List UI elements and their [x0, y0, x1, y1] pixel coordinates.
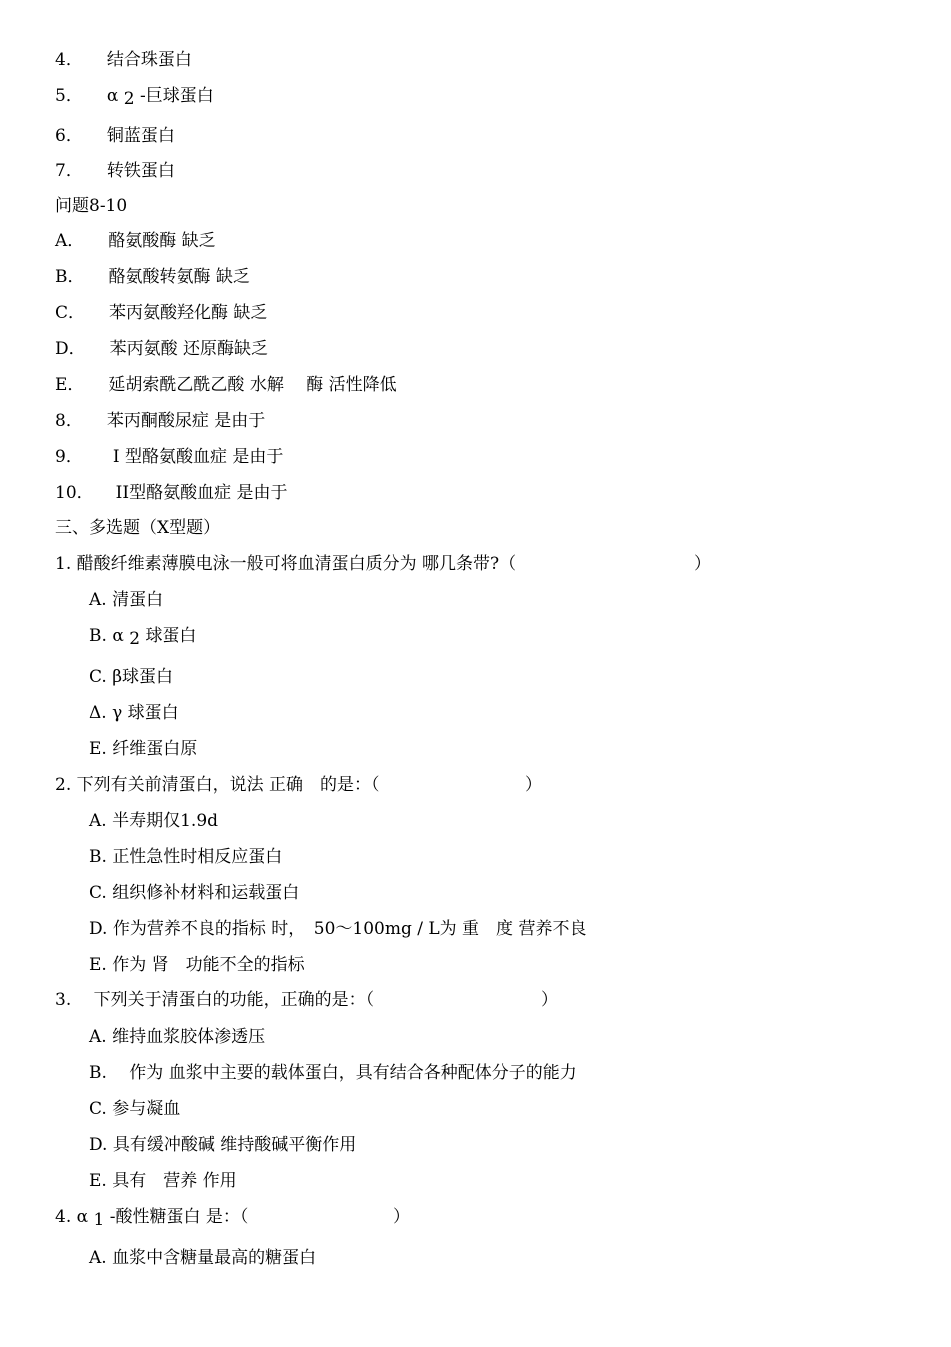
question-number: 8． — [55, 411, 83, 431]
option-text: 具有缓冲酸碱 维持酸碱平衡作用 — [112, 1135, 357, 1155]
q2-option-b — [89, 846, 282, 868]
group-option-a — [55, 230, 216, 252]
question-number: 9． — [55, 447, 83, 467]
option-text: 酪氨酸酶 缺乏 — [108, 231, 216, 251]
option-letter: C. — [89, 883, 107, 903]
question-2-close-paren: ） — [525, 775, 542, 795]
option-text: 清蛋白 — [112, 590, 164, 610]
option-text: 作为 肾 功能不全的指标 — [112, 955, 305, 975]
question-1-close-paren: ） — [694, 554, 711, 574]
option-text: 具有 营养 作用 — [112, 1171, 237, 1191]
option-text: 球蛋白 — [145, 626, 197, 646]
option-text: 作为 血浆中主要的载体蛋白，具有结合各种配体分子的能力 — [112, 1063, 577, 1083]
group-question-9 — [55, 446, 283, 468]
question-number: 10． — [55, 483, 94, 503]
group-option-c — [55, 302, 267, 324]
option-letter: D. — [89, 919, 108, 939]
q1-option-a — [89, 589, 163, 611]
option-letter: B． — [55, 267, 85, 287]
question-text: II型酪氨酸血症 是由于 — [115, 483, 288, 503]
subscript: 2 — [123, 89, 135, 109]
question-4-stem — [55, 1206, 248, 1228]
q3-option-c — [89, 1098, 180, 1120]
question-3-stem — [55, 989, 374, 1011]
option-text: 结合珠蛋白 — [106, 50, 192, 70]
group-option-d — [55, 338, 268, 360]
question-4-close-paren: ） — [393, 1207, 410, 1227]
option-text: β球蛋白 — [112, 667, 174, 687]
option-text: 转铁蛋白 — [106, 161, 175, 181]
option-text: 参与凝血 — [112, 1099, 181, 1119]
option-text: 正性急性时相反应蛋白 — [112, 847, 283, 867]
question-text: Ⅰ 型酪氨酸血症 是由于 — [112, 447, 284, 467]
option-6 — [55, 125, 175, 147]
option-letter: C． — [55, 303, 86, 323]
option-letter: Δ. — [89, 703, 107, 723]
group-question-10 — [55, 482, 287, 504]
option-7 — [55, 160, 175, 182]
option-letter: B. — [89, 626, 107, 646]
option-number: 7． — [55, 161, 83, 181]
q1-option-c — [89, 666, 173, 688]
option-letter: A. — [89, 1248, 107, 1268]
option-text: 纤维蛋白原 — [112, 739, 198, 759]
option-text: γ 球蛋白 — [112, 703, 179, 723]
option-letter: C. — [89, 667, 107, 687]
option-letter: A. — [89, 590, 107, 610]
q1-option-d — [89, 702, 179, 724]
q2-option-c — [89, 882, 299, 904]
option-text: 铜蓝蛋白 — [106, 126, 175, 146]
q2-option-e — [89, 954, 305, 976]
option-letter: A. — [89, 1027, 107, 1047]
option-text: 维持血浆胶体渗透压 — [112, 1027, 266, 1047]
question-text: 1. 醋酸纤维素薄膜电泳一般可将血清蛋白质分为 哪几条带?（ — [55, 554, 517, 574]
option-text: 血浆中含糖量最高的糖蛋白 — [112, 1248, 317, 1268]
question-2-stem — [55, 774, 380, 796]
option-text: -巨球蛋白 — [139, 86, 214, 106]
q3-option-e — [89, 1170, 237, 1192]
option-5 — [55, 85, 214, 107]
option-text: 苯丙氨酸 还原酶缺乏 — [109, 339, 269, 359]
option-text: 作为营养不良的指标 时， 50～100mg / L为 重 度 营养不良 — [112, 919, 587, 939]
alpha-symbol: α — [112, 626, 124, 646]
option-letter: A． — [55, 231, 85, 251]
question-text: 3. 下列关于清蛋白的功能，正确的是：（ — [55, 990, 375, 1010]
q3-option-b — [89, 1062, 577, 1084]
group-question-8 — [55, 410, 265, 432]
question-text: 苯丙酮酸尿症 是由于 — [106, 411, 266, 431]
option-number: 6． — [55, 126, 83, 146]
option-letter: A. — [89, 811, 107, 831]
question-1-stem — [55, 553, 516, 575]
q1-option-e — [89, 738, 197, 760]
question-text: 2. 下列有关前清蛋白，说法 正确 的是：（ — [55, 775, 380, 795]
option-text: 苯丙氨酸羟化酶 缺乏 — [109, 303, 268, 323]
subscript: 1 — [93, 1210, 105, 1230]
option-letter: E． — [55, 375, 85, 395]
group-header: 问题8-10 — [55, 196, 128, 216]
option-letter: D. — [89, 1135, 108, 1155]
section-title: 三、多选题（X型题） — [55, 518, 221, 538]
option-letter: E. — [89, 739, 107, 759]
q3-option-a — [89, 1026, 265, 1048]
option-letter: D． — [55, 339, 86, 359]
q2-option-d — [89, 918, 586, 940]
q2-option-a — [89, 810, 218, 832]
option-letter: C. — [89, 1099, 107, 1119]
question-text: 4. α — [55, 1207, 89, 1227]
option-letter: E. — [89, 1171, 107, 1191]
option-text: 半寿期仅1.9d — [112, 811, 219, 831]
option-text: 延胡索酰乙酰乙酸 水解 酶 活性降低 — [108, 375, 397, 395]
question-3-close-paren: ） — [541, 990, 558, 1010]
option-number: 5． — [55, 86, 83, 106]
option-4 — [55, 49, 192, 71]
q1-option-b — [89, 625, 196, 647]
alpha-symbol: α — [106, 86, 119, 106]
option-letter: B. — [89, 1063, 107, 1083]
q3-option-d — [89, 1134, 356, 1156]
option-text: 酪氨酸转氨酶 缺乏 — [108, 267, 250, 287]
option-text: 组织修补材料和运载蛋白 — [112, 883, 300, 903]
question-text: -酸性糖蛋白 是：（ — [109, 1207, 249, 1227]
group-option-b — [55, 266, 250, 288]
option-letter: B. — [89, 847, 107, 867]
q4-option-a — [89, 1247, 316, 1269]
option-letter: E. — [89, 955, 107, 975]
subscript: 2 — [129, 629, 141, 649]
option-number: 4． — [55, 50, 83, 70]
group-option-e — [55, 374, 397, 396]
